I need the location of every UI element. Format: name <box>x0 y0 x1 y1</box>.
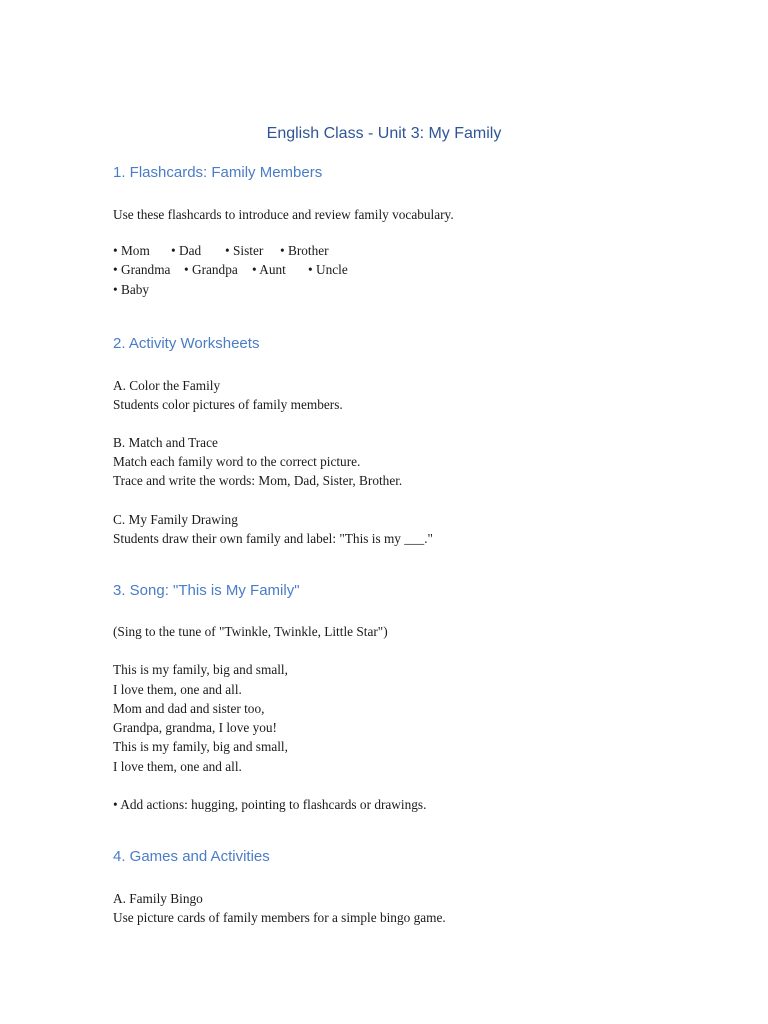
song-line: I love them, one and all. <box>113 759 242 774</box>
song-line: Grandpa, grandma, I love you! <box>113 720 277 735</box>
worksheet-a-title: A. Color the Family <box>113 378 221 393</box>
flashcard-item: • Dad <box>171 243 202 258</box>
song-actions-note: • Add actions: hugging, pointing to flashcards or drawings. <box>113 797 427 812</box>
section-1-intro: Use these flashcards to introduce and review family vocabulary. <box>113 207 454 222</box>
worksheet-b-text-2: Trace and write the words: Mom, Dad, Sister, Brother. <box>113 473 403 488</box>
document-title: English Class - Unit 3: My Family <box>266 125 502 142</box>
flashcard-item: • Mom <box>113 243 150 258</box>
flashcard-item: • Uncle <box>308 262 348 277</box>
section-4-heading: 4. Games and Activities <box>113 848 270 865</box>
flashcard-item: • Grandpa <box>184 262 238 277</box>
game-a-text: Use picture cards of family members for a simple bingo game. <box>113 910 446 925</box>
flashcard-item: • Aunt <box>252 262 286 277</box>
worksheet-a-text: Students color pictures of family members. <box>113 397 343 412</box>
section-1-heading: 1. Flashcards: Family Members <box>113 164 323 181</box>
game-a-title: A. Family Bingo <box>113 891 203 906</box>
flashcard-item: • Grandma <box>113 262 171 277</box>
song-line: This is my family, big and small, <box>113 662 288 677</box>
song-line: Mom and dad and sister too, <box>113 701 265 716</box>
worksheet-b-title: B. Match and Trace <box>113 435 218 450</box>
song-line: This is my family, big and small, <box>113 739 288 754</box>
section-2-heading: 2. Activity Worksheets <box>113 335 260 352</box>
section-3-heading: 3. Song: "This is My Family" <box>113 582 300 599</box>
song-tune-note: (Sing to the tune of "Twinkle, Twinkle, Little Star") <box>113 624 388 639</box>
flashcard-item: • Sister <box>225 243 264 258</box>
worksheet-c-text: Students draw their own family and label: "This is my ___." <box>113 531 433 546</box>
song-line: I love them, one and all. <box>113 682 242 697</box>
flashcard-item: • Baby <box>113 282 150 297</box>
flashcard-item: • Brother <box>280 243 329 258</box>
worksheet-b-text-1: Match each family word to the correct picture. <box>113 454 361 469</box>
worksheet-c-title: C. My Family Drawing <box>113 512 238 527</box>
